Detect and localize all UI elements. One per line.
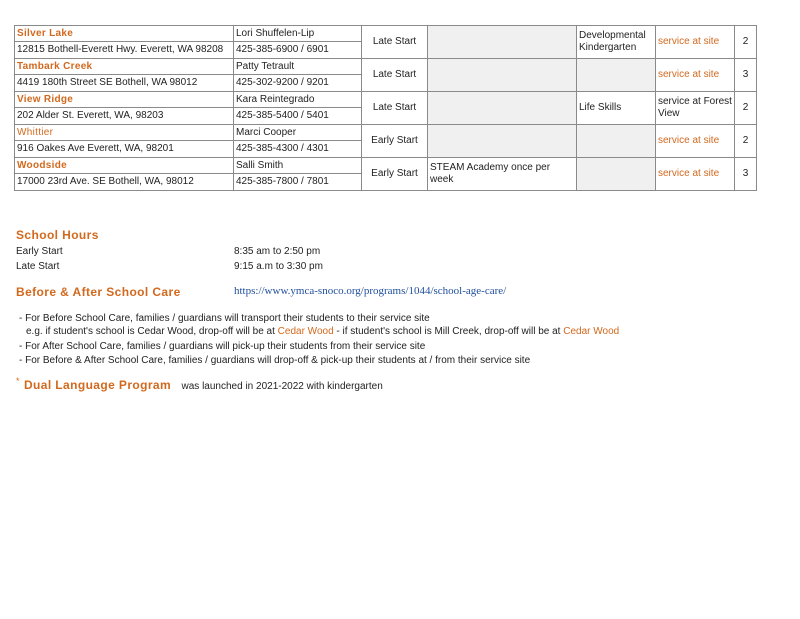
service-location: service at site <box>656 26 735 59</box>
program-a <box>428 125 577 158</box>
school-name: Woodside <box>15 158 234 174</box>
school-address: 12815 Bothell-Everett Hwy. Everett, WA 98208 <box>15 42 234 59</box>
school-row <box>15 158 757 174</box>
program-a <box>428 26 577 59</box>
school-row <box>15 59 757 75</box>
dual-text: was launched in 2021-2022 with kindergarten <box>181 381 383 392</box>
school-phone: 425-302-9200 / 9201 <box>234 75 362 92</box>
school-address: 4419 180th Street SE Bothell, WA 98012 <box>15 75 234 92</box>
principal-name: Salli Smith <box>234 158 362 174</box>
school-row <box>15 125 757 141</box>
late-start-time: 9:15 a.m to 3:30 pm <box>234 261 323 272</box>
grade-count: 2 <box>735 92 757 125</box>
service-location: service at site <box>656 59 735 92</box>
program-a: STEAM Academy once per week <box>428 158 577 191</box>
care-line-3: - For After School Care, families / guardians will pick-up their students from their service site <box>19 341 426 352</box>
school-address: 202 Alder St. Everett, WA, 98203 <box>15 108 234 125</box>
service-location: service at site <box>656 158 735 191</box>
school-row <box>15 92 757 108</box>
schools-table <box>14 25 757 191</box>
program-a <box>428 59 577 92</box>
principal-name: Patty Tetrault <box>234 59 362 75</box>
program-b <box>577 125 656 158</box>
grade-count: 2 <box>735 125 757 158</box>
start-type: Late Start <box>362 26 428 59</box>
early-start-label: Early Start <box>16 246 63 257</box>
program-b: Developmental Kindergarten <box>577 26 656 59</box>
service-location: service at site <box>656 125 735 158</box>
start-type: Late Start <box>362 59 428 92</box>
school-address: 916 Oakes Ave Everett, WA, 98201 <box>15 141 234 158</box>
ymca-link[interactable]: https://www.ymca-snoco.org/programs/1044/school-age-care/ <box>234 285 507 297</box>
care-line-4: - For Before & After School Care, families / guardians will drop-off & pick-up their students at / from their service site <box>19 355 531 366</box>
care-line-2-c: - if student's school is Mill Creek, drop-off will be at <box>333 326 564 337</box>
principal-name: Kara Reintegrado <box>234 92 362 108</box>
care-line-2-b: Cedar Wood <box>277 326 334 337</box>
care-line-2-a: e.g. if student's school is Cedar Wood, drop-off will be at <box>26 326 278 337</box>
school-address: 17000 23rd Ave. SE Bothell, WA, 98012 <box>15 174 234 191</box>
school-name: Tambark Creek <box>15 59 234 75</box>
dual-title: Dual Language Program <box>23 378 172 392</box>
school-phone: 425-385-6900 / 6901 <box>234 42 362 59</box>
care-title: Before & After School Care <box>16 285 181 299</box>
care-line-2-d: Cedar Wood <box>563 326 620 337</box>
start-type: Late Start <box>362 92 428 125</box>
grade-count: 3 <box>735 59 757 92</box>
start-type: Early Start <box>362 158 428 191</box>
dual-language-note <box>16 376 383 394</box>
principal-name: Lori Shuffelen-Lip <box>234 26 362 42</box>
start-type: Early Start <box>362 125 428 158</box>
dual-marker: * <box>16 376 20 386</box>
school-phone: 425-385-7800 / 7801 <box>234 174 362 191</box>
service-location: service at Forest View <box>656 92 735 125</box>
program-b <box>577 59 656 92</box>
school-phone: 425-385-4300 / 4301 <box>234 141 362 158</box>
school-name: View Ridge <box>15 92 234 108</box>
late-start-label: Late Start <box>16 261 60 272</box>
principal-name: Marci Cooper <box>234 125 362 141</box>
school-row <box>15 26 757 42</box>
grade-count: 2 <box>735 26 757 59</box>
care-line-2 <box>26 326 619 337</box>
school-name: Whittier <box>15 125 234 141</box>
care-line-1: - For Before School Care, families / guardians will transport their students to their service site <box>19 313 430 324</box>
program-a <box>428 92 577 125</box>
grade-count: 3 <box>735 158 757 191</box>
school-name: Silver Lake <box>15 26 234 42</box>
program-b <box>577 158 656 191</box>
school-hours-title: School Hours <box>16 228 99 242</box>
early-start-time: 8:35 am to 2:50 pm <box>234 246 321 257</box>
program-b: Life Skills <box>577 92 656 125</box>
school-phone: 425-385-5400 / 5401 <box>234 108 362 125</box>
